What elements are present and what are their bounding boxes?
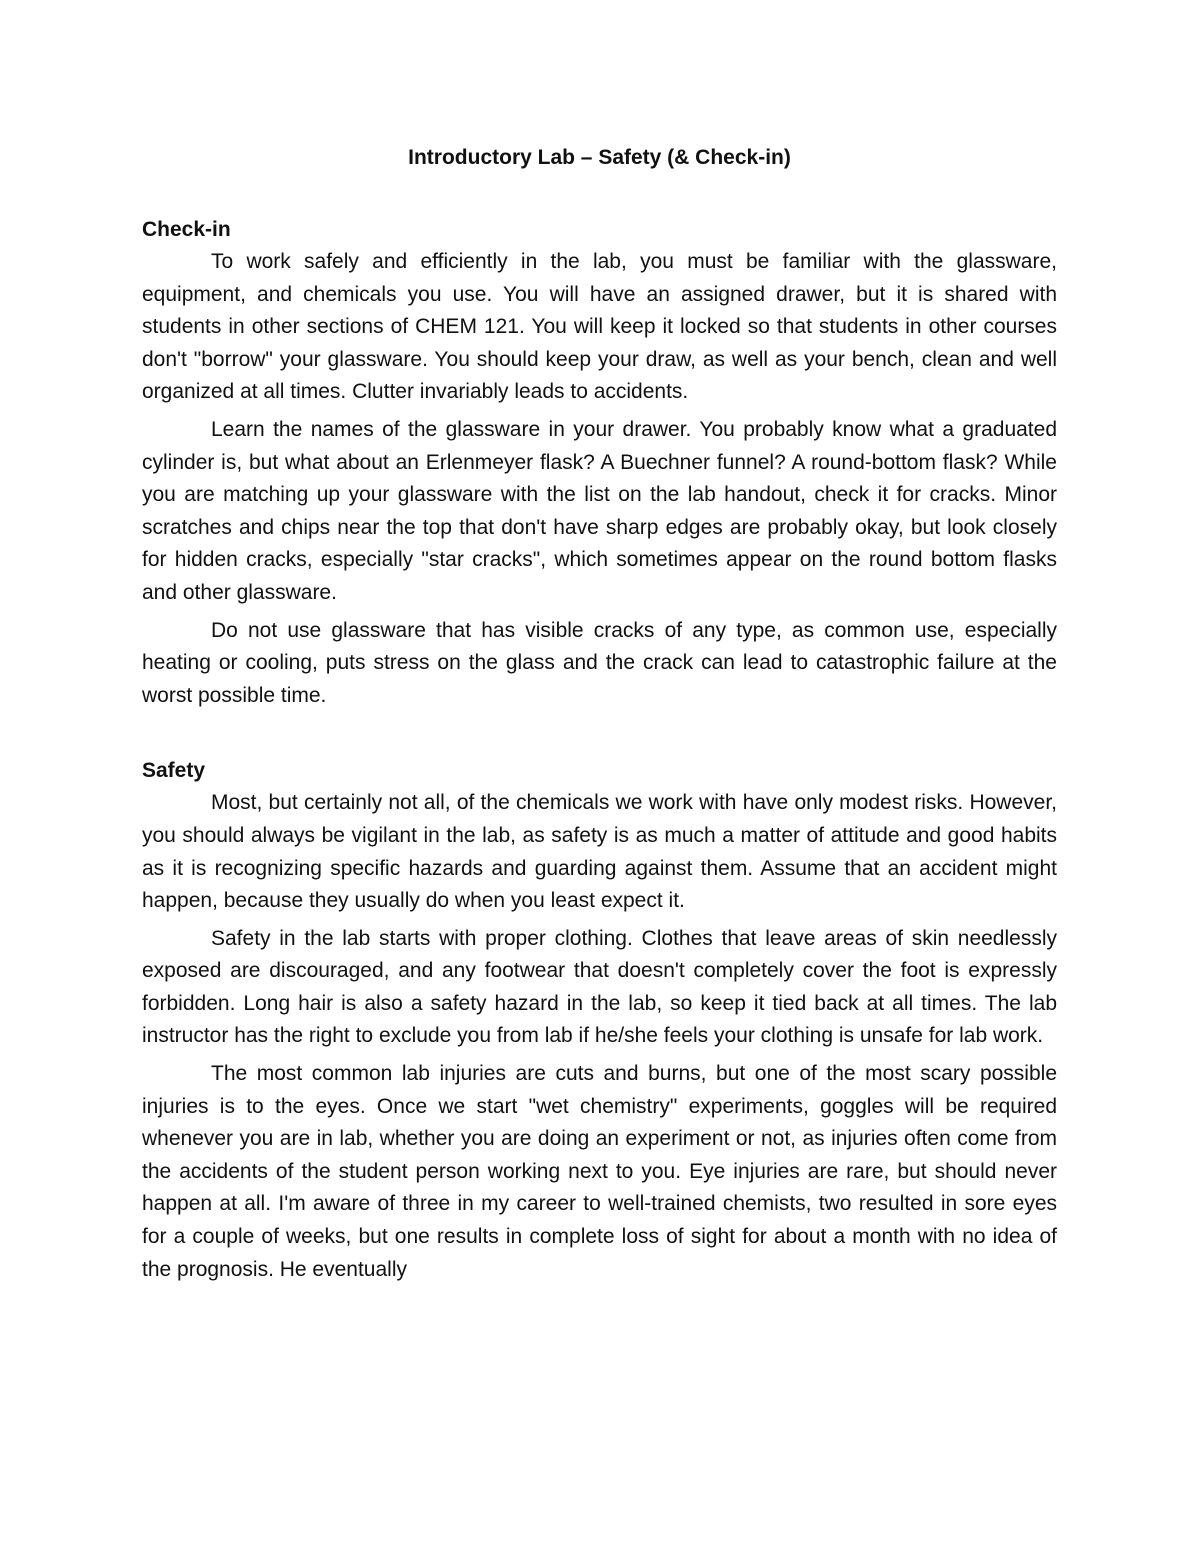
paragraph: Do not use glassware that has visible cracks of any type, as common use, especially heating or cooling, puts stress on the glass and the crack can lead to catastrophic failure at the worst possible time. (142, 618, 1057, 707)
paragraph: Learn the names of the glassware in your drawer. You probably know what a graduated cylinder is, but what about an Erlenmeyer flask? A Buechner funnel? A round-bottom flask? While you are matching up your glassware with the list on the lab handout, check it for cracks. Minor scratches and chips near the top that don't have sharp edges are probably okay, but look closely for hidden cracks, especially "star cracks", which sometimes appear on the round bottom flasks and other glassware. (142, 417, 1057, 604)
paragraph: Most, but certainly not all, of the chemicals we work with have only modest risks. However, you should always be vigilant in the lab, as safety is as much a matter of attitude and good habits as it is recognizing specific hazards and guarding against them. Assume that an accident might happen, because they usually do when you least expect it. (142, 791, 1057, 913)
document-title: Introductory Lab – Safety (& Check-in) (408, 146, 791, 169)
paragraph: The most common lab injuries are cuts and burns, but one of the most scary possible injuries is to the eyes. Once we start "wet chemistry" experiments, goggles will be required whenever you are in lab, whether you are doing an experiment or not, as injuries often come from the accidents of the student person working next to you. Eye injuries are rare, but should never happen at all. I'm aware of three in my career to well-trained chemists, two resulted in sore eyes for a couple of weeks, but one results in complete loss of sight for about a month with no idea of the prognosis. He eventually (142, 1062, 1057, 1281)
paragraph: Safety in the lab starts with proper clothing. Clothes that leave areas of skin needlessly exposed are discouraged, and any footwear that doesn't completely cover the foot is expressly forbidden. Long hair is also a safety hazard in the lab, so keep it tied back at all times. The lab instructor has the right to exclude you from lab if he/she feels your clothing is unsafe for lab work. (142, 926, 1057, 1048)
document-page (142, 142, 1057, 1291)
section-check-in (142, 214, 1057, 712)
paragraph: To work safely and efficiently in the lab, you must be familiar with the glassware, equipment, and chemicals you use. You will have an assigned drawer, but it is shared with students in other sections of CHEM 121. You will keep it locked so that students in other courses don't "borrow" your glassware. You should keep your draw, as well as your bench, clean and well organized at all times. Clutter invariably leads to accidents. (142, 250, 1057, 404)
section-spacer (142, 717, 1057, 755)
section-heading-check-in: Check-in (142, 218, 231, 241)
section-safety (142, 755, 1057, 1286)
section-heading-safety: Safety (142, 759, 206, 783)
